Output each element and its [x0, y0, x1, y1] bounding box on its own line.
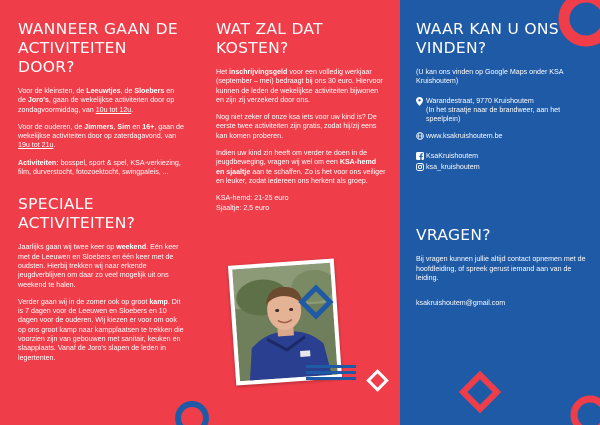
map-pin-icon — [416, 97, 426, 109]
paragraph-uniform: Indien uw kind zin heeft om verder te doen in de jeugdbeweging, vragen wij wel om een KSA-hemd en sjaaltje aan te schaffen. Zo is het voor ons veiliger en leuker, zodat iedereen ons herkent als groep. — [216, 149, 386, 185]
globe-icon — [416, 132, 426, 143]
circle-decoration-bottom — [170, 392, 210, 425]
column-location — [400, 0, 600, 425]
heading-questions: VRAGEN? — [416, 226, 491, 245]
paragraph-maps: (U kan ons vinden op Google Maps onder KSA Kruishoutem) — [416, 68, 564, 86]
heading-when: WANNEER GAAN DE ACTIVITEITEN DOOR? — [18, 20, 178, 76]
price-list — [216, 194, 386, 213]
instagram-handle[interactable]: ksa_kruishoutem — [426, 163, 480, 172]
paragraph-camp: Verder gaan wij in de zomer ook op groot kamp. Dit is 7 dagen voor de Leeuwen en Sloebers en 10 dagen voor de ouderen. Wij kiezen er voor om ook op ons groot kamp naar kampplaatsen te trekken die voorzien zijn van gebouwen met sanitair, keuken en slaapplaats. Vanaf de Joro's slapen de leden in legertenten. — [18, 297, 184, 362]
stripes-decoration — [306, 363, 360, 391]
paragraph-weekend: Jaarlijks gaan wij twee keer op weekend. Eén keer met de Leeuwen en Sloebers en één keer met de oudsten. Hierbij trekken wij naar erkende jeugdverblijven om daar zo veel mogelijk uit ons weekend te halen. — [18, 243, 179, 289]
facebook-handle[interactable]: KsaKruishoutem — [426, 151, 479, 160]
paragraph-older-groups: Voor de ouderen, de Jimmers, Sim en 16+, gaan de wekelijkse activiteiten door op zaterdagavond, van 19u tot 21u. — [18, 122, 184, 150]
price-scarf: Sjaaltje: 2,5 euro — [216, 203, 270, 212]
email-link[interactable]: ksakruishoutem@gmail.com — [416, 299, 506, 308]
paragraph-fee: Het inschrijvingsgeld voor een volledig werkjaar (september – mei) bedraagt bij ons 30 euro. Hiervoor kunnen de leden de wekelijkse activiteiten bijwonen en zijn zij verzekerd door ons. — [216, 68, 383, 104]
address-text: Warandestraat, 9770 Kruishoutem (In het straatje naar de brandweer, aan het speelplein) — [426, 96, 561, 124]
circle-decoration-corner — [560, 385, 600, 425]
facebook-icon — [416, 152, 426, 163]
instagram-line[interactable] — [416, 163, 588, 174]
square-decoration-photo — [296, 282, 338, 324]
price-shirt: KSA-hemd: 21-25 euro — [216, 194, 289, 203]
heading-special: SPECIALE ACTIVITEITEN? — [18, 195, 136, 233]
paragraph-trial: Nog niet zeker of onze ksa iets voor uw kind is? De eerste twee activiteiten zijn gratis, zodat hij/zij eens kan komen proberen. — [216, 113, 377, 140]
address-line — [416, 97, 588, 125]
square-decoration-blue-col — [455, 367, 507, 419]
paragraph-questions: Bij vragen kunnen jullie altijd contact opnemen met de hoofdleiding, of spreek gerust iemand aan van de leiding. — [416, 255, 586, 282]
paragraph-young-groups: Voor de kleinsten, de Leeuwtjes, de Sloebers en de Joro's, gaan de wekelijkse activiteiten door op zondagvoormiddag, van 10u tot 12u. — [18, 87, 175, 114]
website-link[interactable]: www.ksakruishoutem.be — [426, 132, 503, 141]
website-line[interactable] — [416, 132, 588, 143]
paragraph-activities: Activiteiten: bosspel, sport & spel, KSA-verkiezing, film, durverstocht, fotozoektocht, swingpaleis, ... — [18, 158, 181, 177]
column-schedule — [0, 0, 200, 425]
square-decoration-small — [365, 368, 391, 394]
heading-location: WAAR KAN U ONS VINDEN? — [416, 20, 559, 57]
circle-decoration-top — [555, 0, 600, 50]
heading-costs: WAT ZAL DAT KOSTEN? — [216, 20, 323, 57]
facebook-line[interactable] — [416, 152, 588, 163]
instagram-icon — [416, 163, 426, 174]
